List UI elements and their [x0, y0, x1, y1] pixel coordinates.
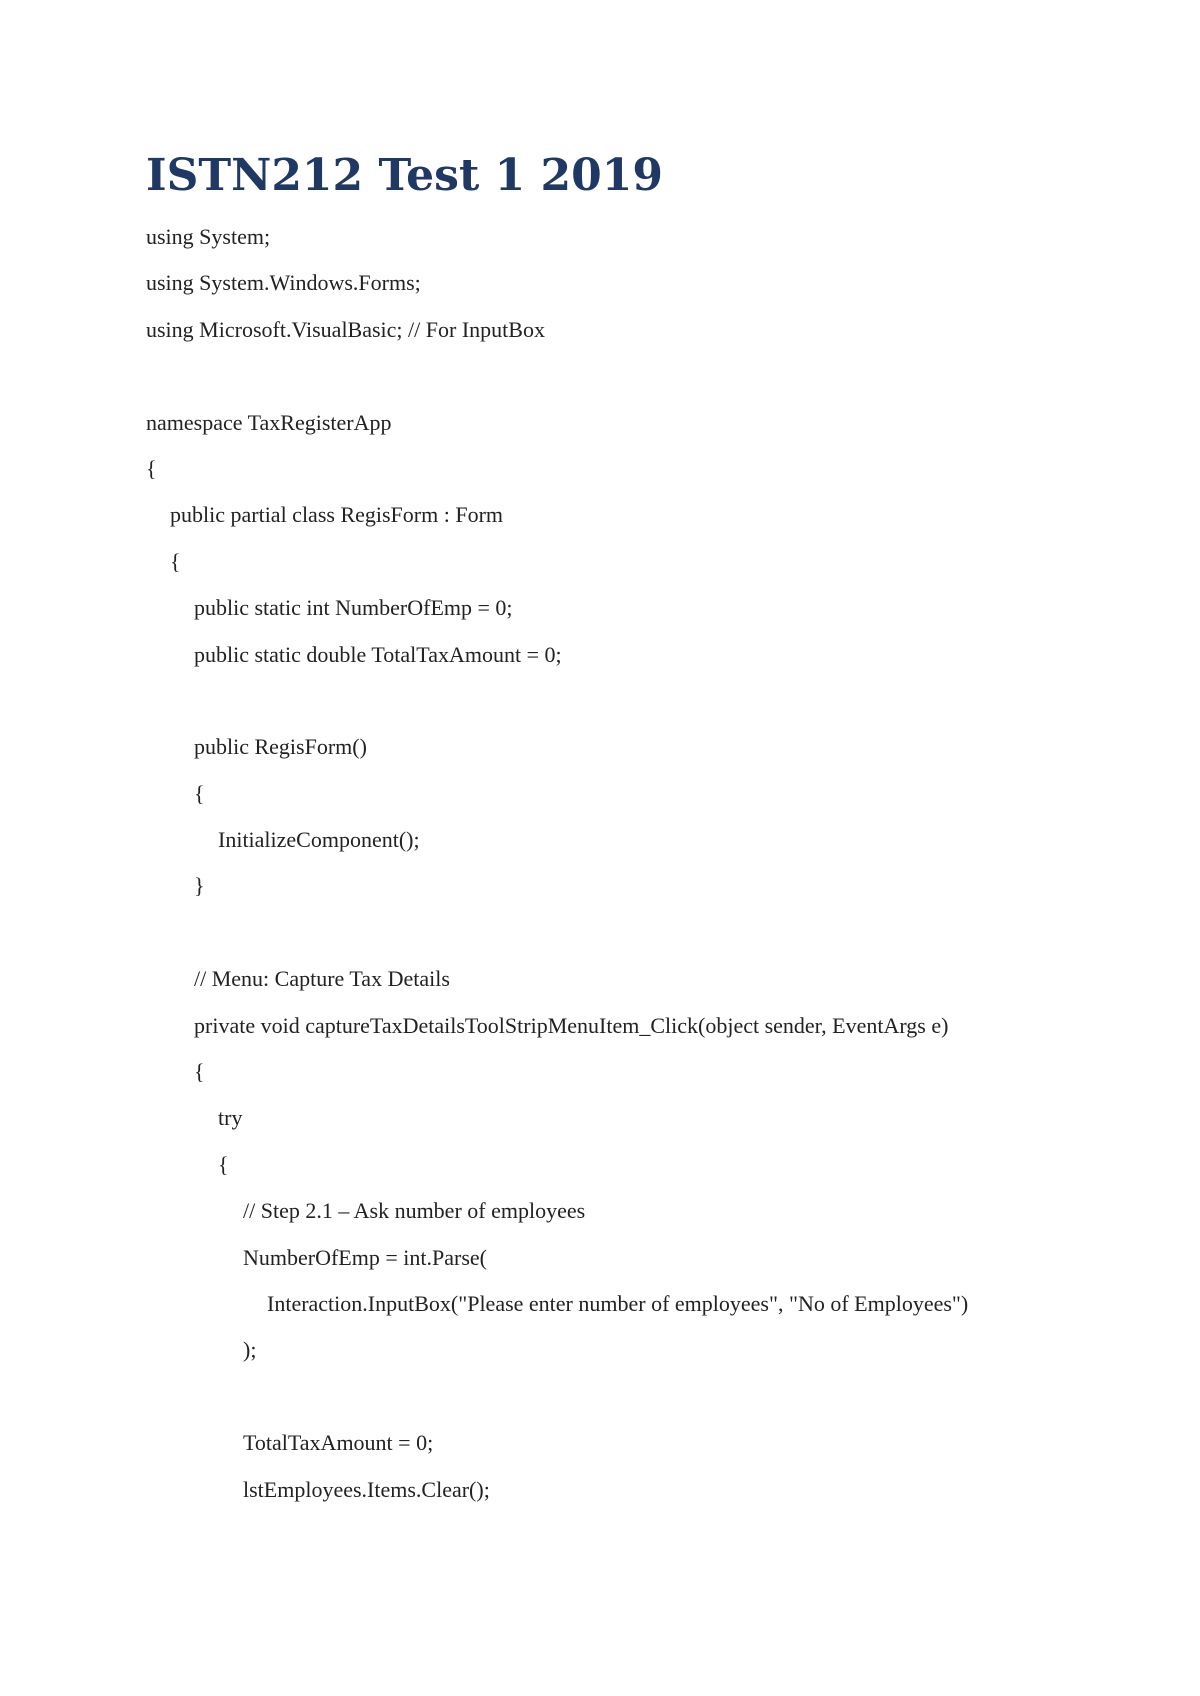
blank-line	[146, 910, 1146, 956]
code-line: );	[243, 1337, 257, 1363]
code-line: public RegisForm()	[194, 734, 367, 760]
document-title: ISTN212 Test 1 2019	[146, 150, 663, 201]
code-line: private void captureTaxDetailsToolStripMenuItem_Click(object sender, EventArgs e)	[194, 1012, 949, 1038]
blank-line	[146, 678, 1146, 724]
code-line: using Microsoft.VisualBasic; // For InputBox	[146, 316, 545, 342]
code-line: }	[194, 873, 205, 899]
code-line: {	[146, 455, 157, 481]
code-line: lstEmployees.Items.Clear();	[243, 1476, 490, 1502]
blank-line	[146, 353, 1146, 399]
code-line: NumberOfEmp = int.Parse(	[243, 1244, 487, 1270]
code-listing	[146, 214, 1146, 1513]
code-line: Interaction.InputBox("Please enter number of employees", "No of Employees")	[267, 1290, 969, 1316]
code-line: {	[194, 1059, 205, 1085]
code-line: try	[218, 1105, 243, 1131]
code-line: public partial class RegisForm : Form	[170, 502, 504, 528]
blank-line	[146, 1374, 1146, 1420]
code-line: using System;	[146, 224, 271, 249]
code-line: TotalTaxAmount = 0;	[243, 1430, 434, 1456]
code-line: {	[218, 1151, 229, 1177]
code-line: namespace TaxRegisterApp	[146, 409, 392, 435]
code-line: {	[194, 780, 205, 806]
code-line: public static double TotalTaxAmount = 0;	[194, 641, 562, 667]
code-comment: // Step 2.1 – Ask number of employees	[243, 1198, 586, 1224]
code-line: using System.Windows.Forms;	[146, 270, 421, 296]
code-comment: // Menu: Capture Tax Details	[194, 966, 450, 992]
code-line: public static int NumberOfEmp = 0;	[194, 595, 513, 621]
code-line: InitializeComponent();	[218, 827, 420, 853]
code-line: {	[170, 548, 181, 574]
